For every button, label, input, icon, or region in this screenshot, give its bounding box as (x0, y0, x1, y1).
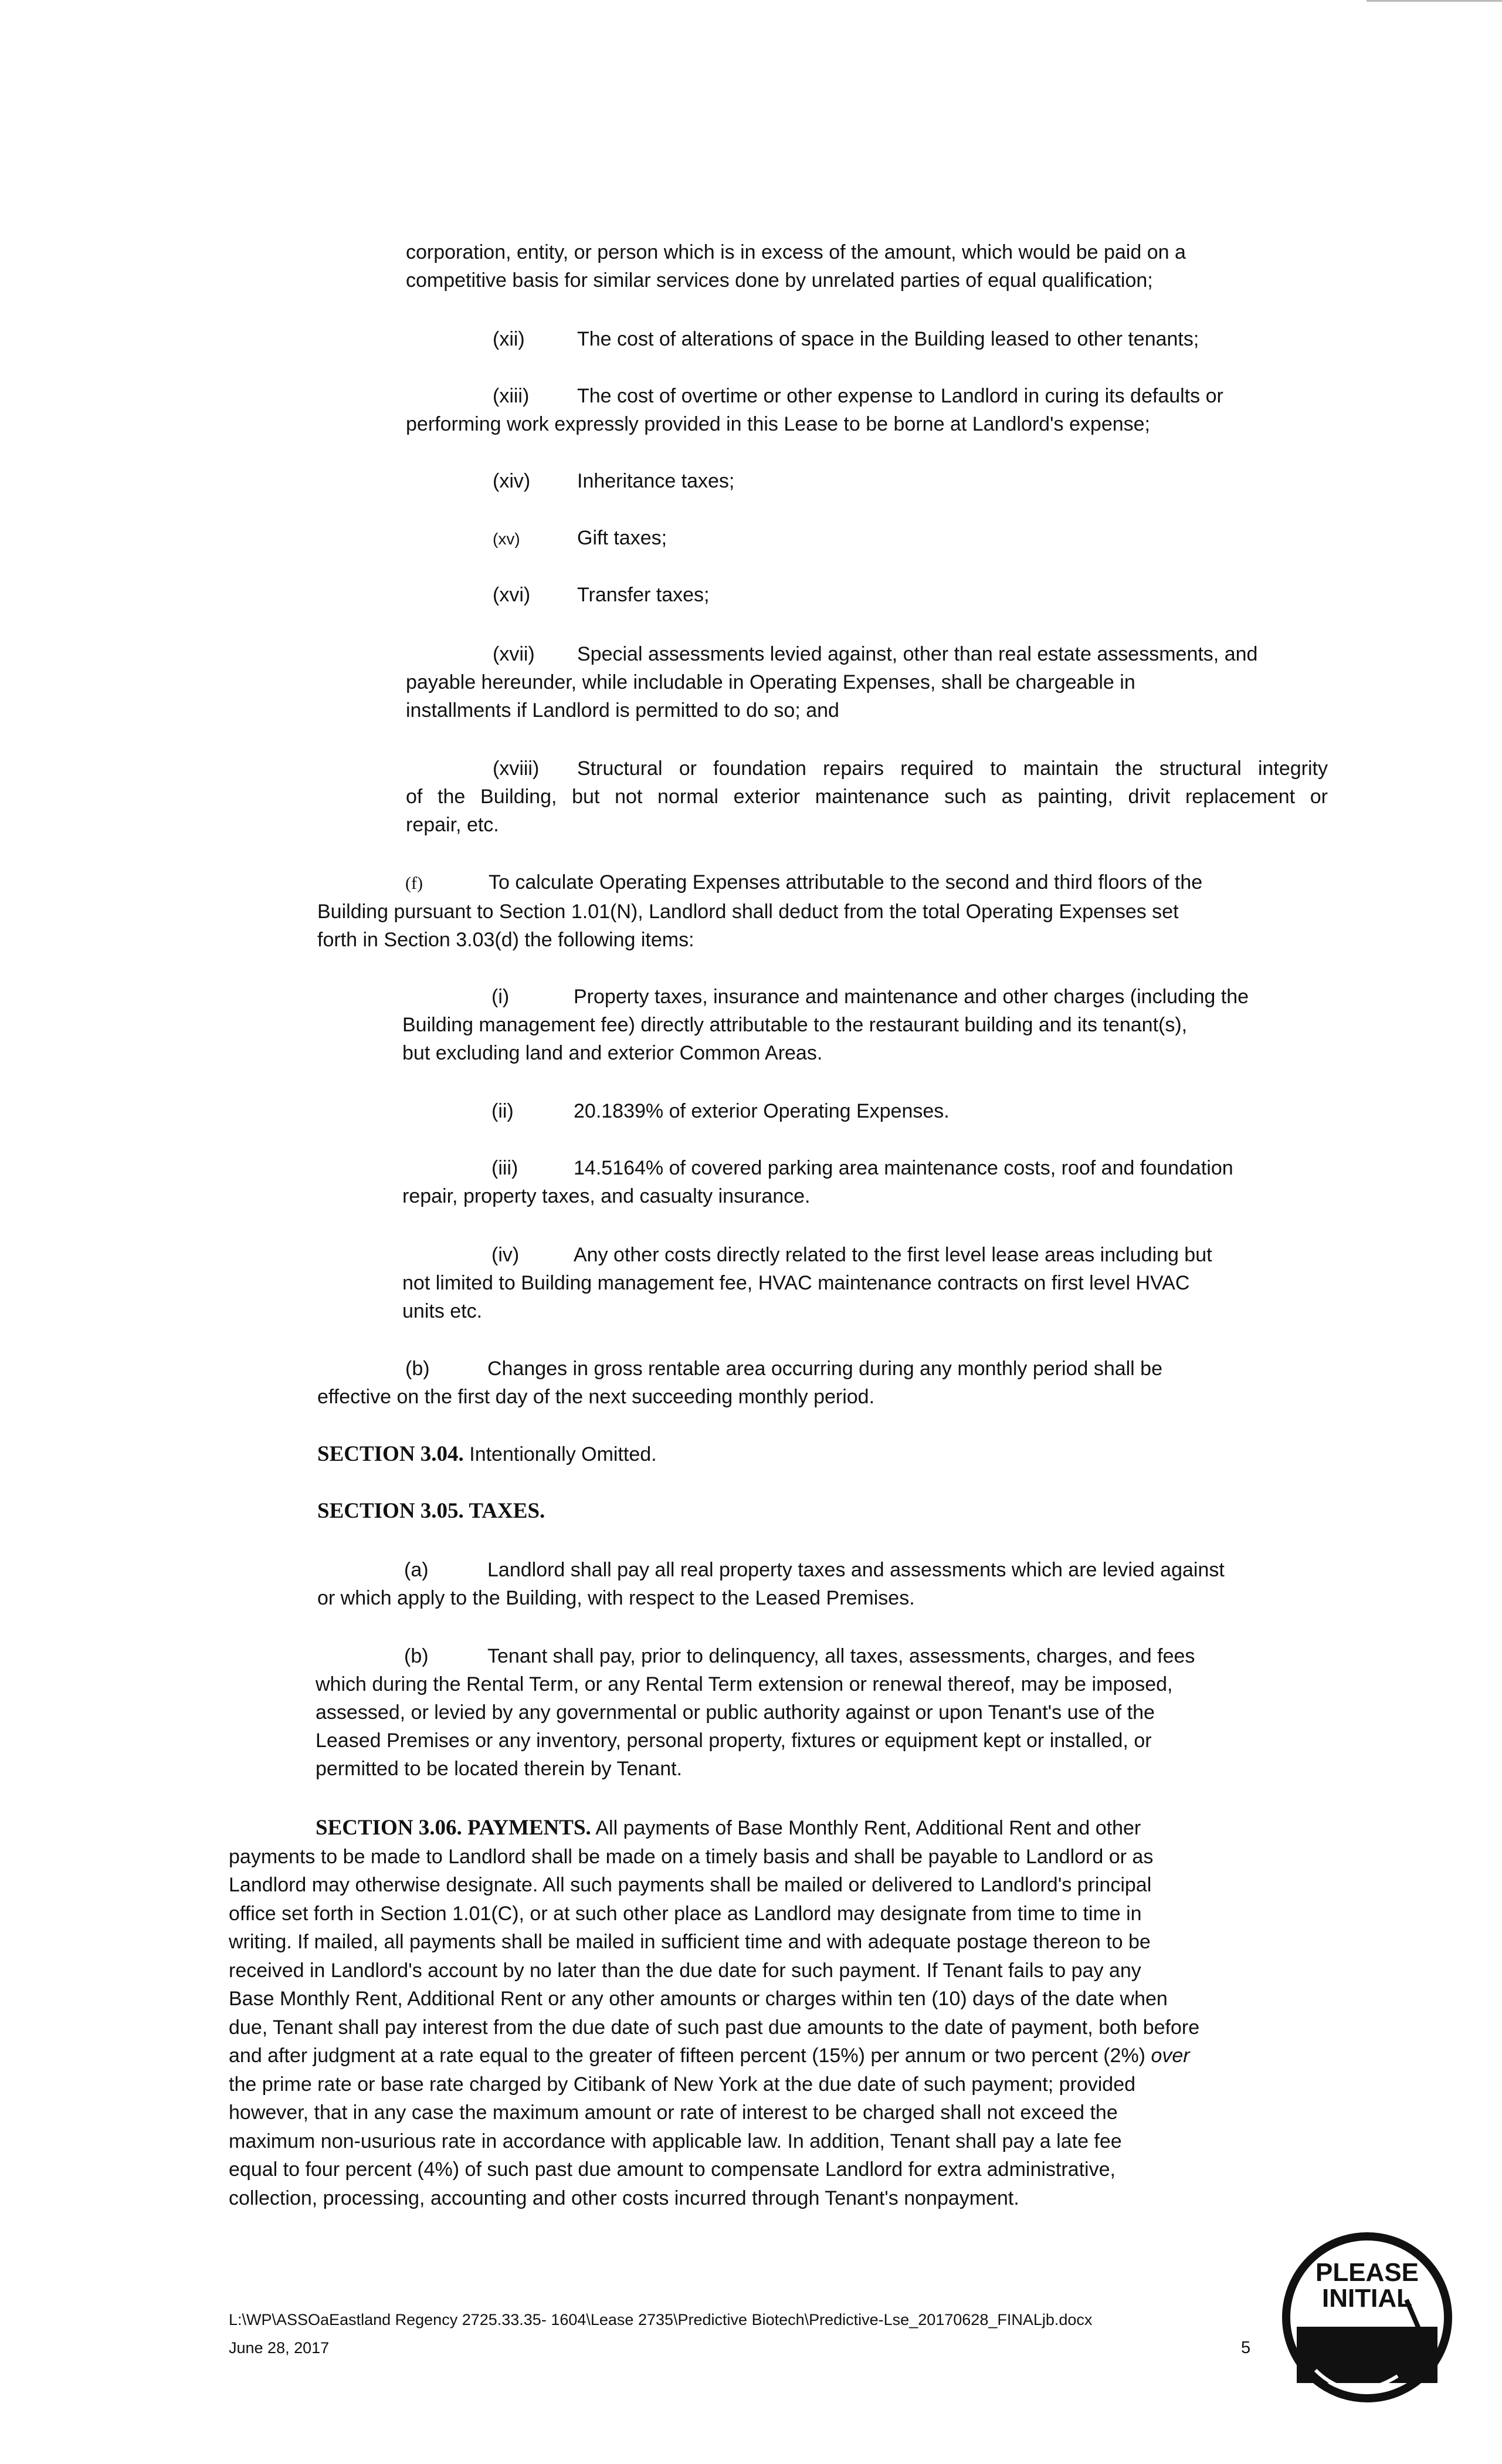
text-line: or which apply to the Building, with respect to the Leased Premises. (317, 1587, 915, 1609)
text-line: units etc. (402, 1300, 483, 1322)
text-line: office set forth in Section 1.01(C), or at such other place as Landlord may designate from time to time in (229, 1902, 1142, 1925)
emphasis-text: over (1151, 2045, 1190, 2067)
page-number: 5 (1241, 2338, 1251, 2357)
text-line: but excluding land and exterior Common Areas. (402, 1042, 823, 1064)
item-label: (xv) (493, 530, 520, 548)
text-line: assessed, or levied by any governmental or public authority against or upon Tenant's use of the (316, 1701, 1155, 1724)
item-text: Inheritance taxes; (577, 470, 735, 492)
item-label: (iii) (491, 1157, 518, 1179)
section-3-04 (317, 1440, 657, 1468)
footer-file-path: L:\WP\ASSOaEastland Regency 2725.33.35- 1604\Lease 2735\Predictive Biotech\Predictive-Lse_20170628_FINALjb.docx (229, 2311, 1093, 2328)
top-rule (1367, 0, 1502, 2)
text-line: Base Monthly Rent, Additional Rent or any other amounts or charges within ten (10) days of the date when (229, 1988, 1168, 2010)
list-item-ii (491, 1097, 950, 1125)
list-item-xiii (406, 382, 1223, 438)
list-item-xvi (493, 581, 710, 609)
text-line: permitted to be located therein by Tenant. (316, 1758, 682, 1780)
footer-date: June 28, 2017 (229, 2339, 330, 2357)
stamp-circle-icon (1280, 2229, 1454, 2405)
text-line: Changes in gross rentable area occurring during any monthly period shall be (487, 1358, 1163, 1380)
item-label: (xiv) (493, 470, 531, 492)
item-label: (a) (404, 1559, 429, 1581)
text-line: forth in Section 3.03(d) the following items: (317, 929, 694, 951)
text-line: Leased Premises or any inventory, personal property, fixtures or equipment kept or installed, or (316, 1729, 1152, 1752)
text-line: Building management fee) directly attributable to the restaurant building and its tenant(s), (402, 1014, 1188, 1036)
list-item-xiv (493, 467, 735, 495)
text-line: 14.5164% of covered parking area maintenance costs, roof and foundation (574, 1157, 1233, 1179)
item-label: (xviii) (493, 757, 540, 780)
item-label: (ii) (491, 1100, 514, 1122)
list-item-i (402, 983, 1249, 1067)
item-label: (xvii) (493, 643, 535, 665)
text-line: payments to be made to Landlord shall be made on a timely basis and shall be payable to Landlord or as (229, 1845, 1154, 1868)
section-text: Intentionally Omitted. (463, 1443, 657, 1465)
section-3-05 (317, 1497, 545, 1525)
text-line: Property taxes, insurance and maintenance and other charges (including the (574, 986, 1249, 1008)
item-text: 20.1839% of exterior Operating Expenses. (574, 1100, 950, 1122)
text-line: All payments of Base Monthly Rent, Additional Rent and other (591, 1817, 1141, 1839)
intro-paragraph (406, 238, 1186, 295)
text-line: Any other costs directly related to the first level lease areas including but (574, 1244, 1212, 1266)
stamp-label (1280, 2260, 1454, 2311)
text-line: maximum non-usurious rate in accordance with applicable law. In addition, Tenant shall pay a late fee (229, 2130, 1122, 2152)
section-3-06 (229, 1814, 1199, 2212)
text-line: Structural or foundation repairs required to maintain the structural integrity (577, 757, 1328, 780)
list-item-xii (493, 325, 1199, 353)
text-line: received in Landlord's account by no later than the due date for such payment. If Tenant fails to pay any (229, 1959, 1141, 1982)
stamp-line-initial: INITIAL (1322, 2284, 1412, 2313)
text-line: due, Tenant shall pay interest from the due date of such past due amounts to the date of payment, both before (229, 2016, 1200, 2039)
list-item-xvii (406, 640, 1257, 725)
text-line: corporation, entity, or person which is in excess of the amount, which would be paid on a (406, 241, 1186, 263)
subsection-b-rentable-area (317, 1355, 1162, 1411)
list-item-iv (402, 1241, 1212, 1325)
item-label: (b) (404, 1645, 429, 1667)
item-label: (xiii) (493, 385, 530, 407)
text-line: which during the Rental Term, or any Rental Term extension or renewal thereof, may be imposed, (316, 1673, 1173, 1695)
text-line: Landlord shall pay all real property taxes and assessments which are levied against (487, 1559, 1225, 1581)
list-item-xviii (406, 754, 1328, 839)
text-line: Landlord may otherwise designate. All such payments shall be mailed or delivered to Landlord's principal (229, 1874, 1152, 1896)
text-line: writing. If mailed, all payments shall be mailed in sufficient time and with adequate postage thereon to be (229, 1931, 1151, 1953)
text-line: payable hereunder, while includable in Operating Expenses, shall be chargeable in (406, 671, 1135, 693)
text-line: of the Building, but not normal exterior maintenance such as painting, drivit replacement or (406, 786, 1328, 808)
text-line: repair, etc. (406, 814, 499, 836)
section-heading: SECTION 3.06. PAYMENTS. (316, 1816, 591, 1840)
list-item-xv (493, 524, 667, 553)
item-label: (xvi) (493, 584, 531, 606)
text-line: equal to four percent (4%) of such past due amount to compensate Landlord for extra administrative, (229, 2158, 1116, 2181)
subsection-f (317, 868, 1202, 954)
text-line: To calculate Operating Expenses attributable to the second and third floors of the (489, 871, 1203, 893)
text-line: Building pursuant to Section 1.01(N), Landlord shall deduct from the total Operating Expenses set (317, 901, 1179, 923)
list-item-iii (402, 1154, 1233, 1210)
text-line: The cost of overtime or other expense to Landlord in curing its defaults or (577, 385, 1223, 407)
section-3-05-a (317, 1556, 1225, 1612)
text-line: performing work expressly provided in this Lease to be borne at Landlord's expense; (406, 413, 1150, 435)
item-label: (i) (491, 986, 510, 1008)
text-line: not limited to Building management fee, HVAC maintenance contracts on first level HVAC (402, 1272, 1190, 1294)
text-line: the prime rate or base rate charged by Citibank of New York at the due date of such payment; provided (229, 2073, 1136, 2096)
stamp-line-please: PLEASE (1315, 2258, 1419, 2287)
item-label: (xii) (493, 328, 525, 350)
section-3-05-b (316, 1642, 1195, 1783)
item-label: (b) (405, 1358, 430, 1380)
item-text: Gift taxes; (577, 527, 667, 549)
text-line: collection, processing, accounting and other costs incurred through Tenant's nonpayment. (229, 2187, 1019, 2209)
text-line: Tenant shall pay, prior to delinquency, all taxes, assessments, charges, and fees (487, 1645, 1195, 1667)
text-line: competitive basis for similar services done by unrelated parties of equal qualification; (406, 269, 1153, 292)
text-line: however, that in any case the maximum amount or rate of interest to be charged shall not exceed the (229, 2101, 1118, 2124)
text-line: Special assessments levied against, other than real estate assessments, and (577, 643, 1258, 665)
section-heading: SECTION 3.04. (317, 1442, 464, 1466)
item-text: The cost of alterations of space in the Building leased to other tenants; (577, 328, 1199, 350)
text-line: and after judgment at a rate equal to the greater of fifteen percent (15%) per annum or two percent (2%) (229, 2045, 1151, 2067)
item-text: Transfer taxes; (577, 584, 710, 606)
please-initial-stamp (1280, 2229, 1454, 2405)
text-line: repair, property taxes, and casualty insurance. (402, 1185, 811, 1207)
item-label: (iv) (491, 1244, 520, 1266)
text-line: installments if Landlord is permitted to do so; and (406, 699, 839, 722)
item-label: (f) (405, 874, 423, 893)
section-heading: SECTION 3.05. TAXES. (317, 1499, 545, 1523)
text-line: effective on the first day of the next succeeding monthly period. (317, 1386, 875, 1408)
